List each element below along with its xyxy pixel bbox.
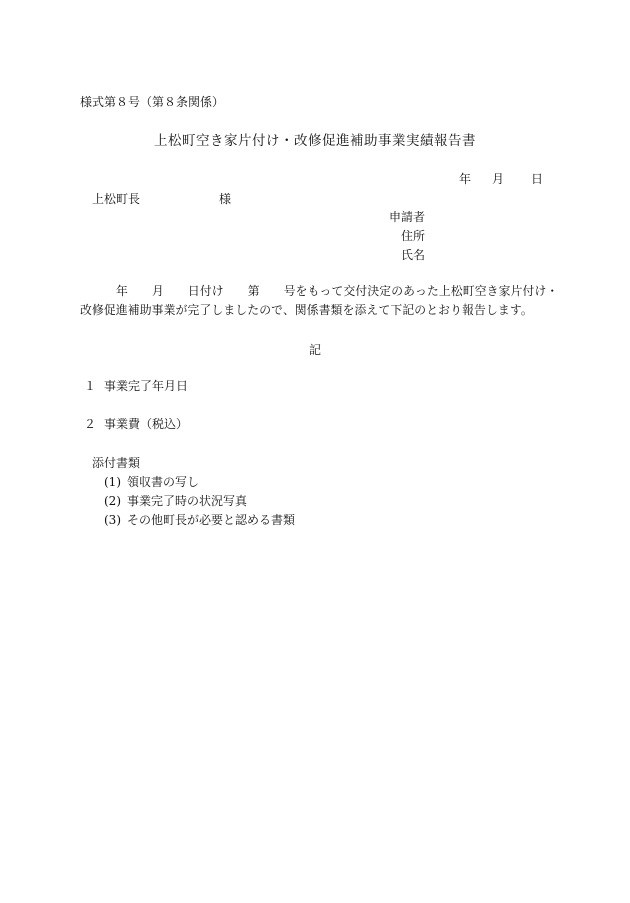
body-line-1 (80, 286, 558, 298)
document-title: 上松町空き家片付け・改修促進補助事業実績報告書 (154, 133, 476, 149)
addressee: 上松町長 (92, 192, 141, 206)
body-number-prefix: 第 (247, 284, 260, 298)
body-day-ref: 日付け (187, 284, 224, 298)
item-project-cost: 事業費（税込） (104, 417, 189, 431)
date-day-label: 日 (531, 172, 544, 186)
date-month-label: 月 (492, 172, 505, 186)
name-label: 氏名 (401, 248, 426, 262)
attachment-number: (3) (104, 513, 121, 527)
body-year: 年 (116, 284, 128, 298)
attachment-number: (1) (104, 475, 121, 489)
honorific: 様 (219, 192, 232, 206)
form-number: 様式第８号（第８条関係） (80, 95, 225, 109)
item-number: ２ (84, 417, 97, 431)
attachment-other-documents: その他町長が必要と認める書類 (127, 513, 296, 527)
attachments-title: 添付書類 (92, 456, 141, 470)
attachment-number: (2) (104, 494, 121, 508)
body-month: 月 (151, 284, 164, 298)
item-number: １ (84, 379, 97, 393)
body-rest: 号をもって交付決定のあった上松町空き家片付け・ (283, 284, 559, 298)
address-label: 住所 (401, 229, 426, 243)
date-year-label: 年 (459, 172, 472, 186)
body-line-2: 改修促進補助事業が完了しましたので、関係書類を添えて下記のとおり報告します。 (80, 303, 533, 317)
attachment-completion-photos: 事業完了時の状況写真 (127, 494, 248, 508)
item-completion-date: 事業完了年月日 (104, 379, 189, 393)
attachment-receipt-copy: 領収書の写し (127, 475, 200, 489)
ki-heading: 記 (308, 343, 321, 357)
applicant-label: 申請者 (389, 210, 426, 224)
